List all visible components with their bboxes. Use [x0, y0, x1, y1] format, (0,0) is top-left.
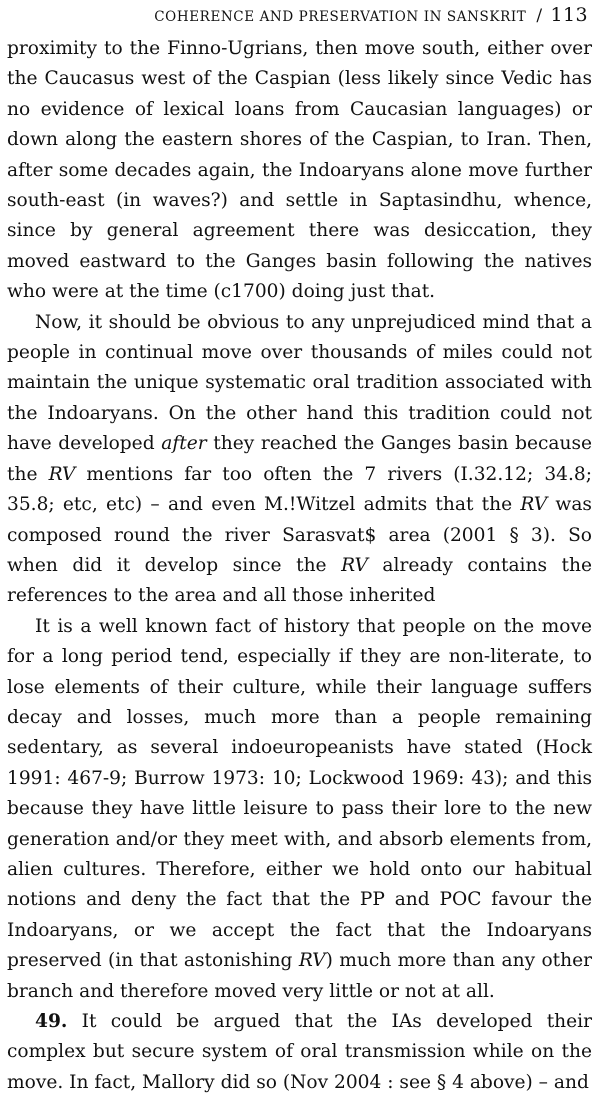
paragraph: [7, 308, 592, 612]
text-run: mentions far too often the 7 rivers (I.32.12; 34.8; 35.8; etc, etc) – and even M.!Witzel admits that the: [7, 463, 592, 516]
text-run: proximity to the Finno-Ugrians, then move south, either over the Caucasus west of the Caspian (less likely since Vedic has no evidence of lexical loans from Caucasian languages) or down along the eastern shores of the Caspian, to Iran. Then, after some decades again, the Indoaryans alone move further south-east (in waves?) and settle in Saptasindhu, whence, since by general agreement there was desiccation, they moved eastward to the Ganges basin following the natives who were at the time (c1700) doing just that.: [7, 38, 592, 303]
italic-text: RV: [48, 463, 76, 485]
paragraph: [7, 612, 592, 1007]
running-title: COHERENCE AND PRESERVATION IN SANSKRIT: [154, 9, 527, 25]
text-run: was composed round the river Sarasvat$ area (2001 § 3). So when did it develop since the: [7, 494, 592, 576]
italic-text: RV: [298, 950, 326, 972]
text-run: already contains the references to the area and all those inherited: [7, 554, 592, 607]
text-run: Now, it should be obvious to any unprejudiced mind that a people in continual move over thousands of miles could not maintain the unique systematic oral tradition associated with the Indoaryans. On the other hand this tradition could not have developed: [7, 311, 592, 455]
paragraph: [7, 1007, 592, 1098]
italic-text: RV: [341, 554, 368, 576]
body-text: [7, 34, 592, 1098]
text-run: It could be argued that the IAs developed their complex but secure system of oral transmission while on the move. In fact, Mallory did so (Nov 2004 : see § 4 above) – and: [7, 1011, 592, 1093]
italic-text: after: [161, 433, 207, 455]
running-head: [7, 4, 592, 34]
header-separator: /: [536, 6, 543, 26]
text-run: they reached the Ganges basin because the: [7, 433, 592, 485]
paragraph: [7, 34, 592, 308]
section-number: 49.: [35, 1011, 68, 1032]
italic-text: RV: [520, 494, 548, 516]
text-run: It is a well known fact of history that people on the move for a long period tend, especially if they are non-literate, to lose elements of their culture, while their language suffers decay and losses, much more than a people remaining sedentary, as several indoeuropeanists have stated (Hock 1991: 467-9; Burrow 1973: 10; Lockwood 1969: 43); and this because they have little leisure to pass their lore to the new generation and/or they meet with, and absorb elements from, alien cultures. Therefore, either we hold onto our habitual notions and deny the fact that the PP and POC favour the Indoaryans, or we accept the fact that the Indoaryans preserved (in that astonishing: [7, 615, 592, 972]
text-run: ) much more than any other branch and therefore moved very little or not at all.: [7, 950, 592, 1002]
page-number: 113: [550, 4, 588, 26]
